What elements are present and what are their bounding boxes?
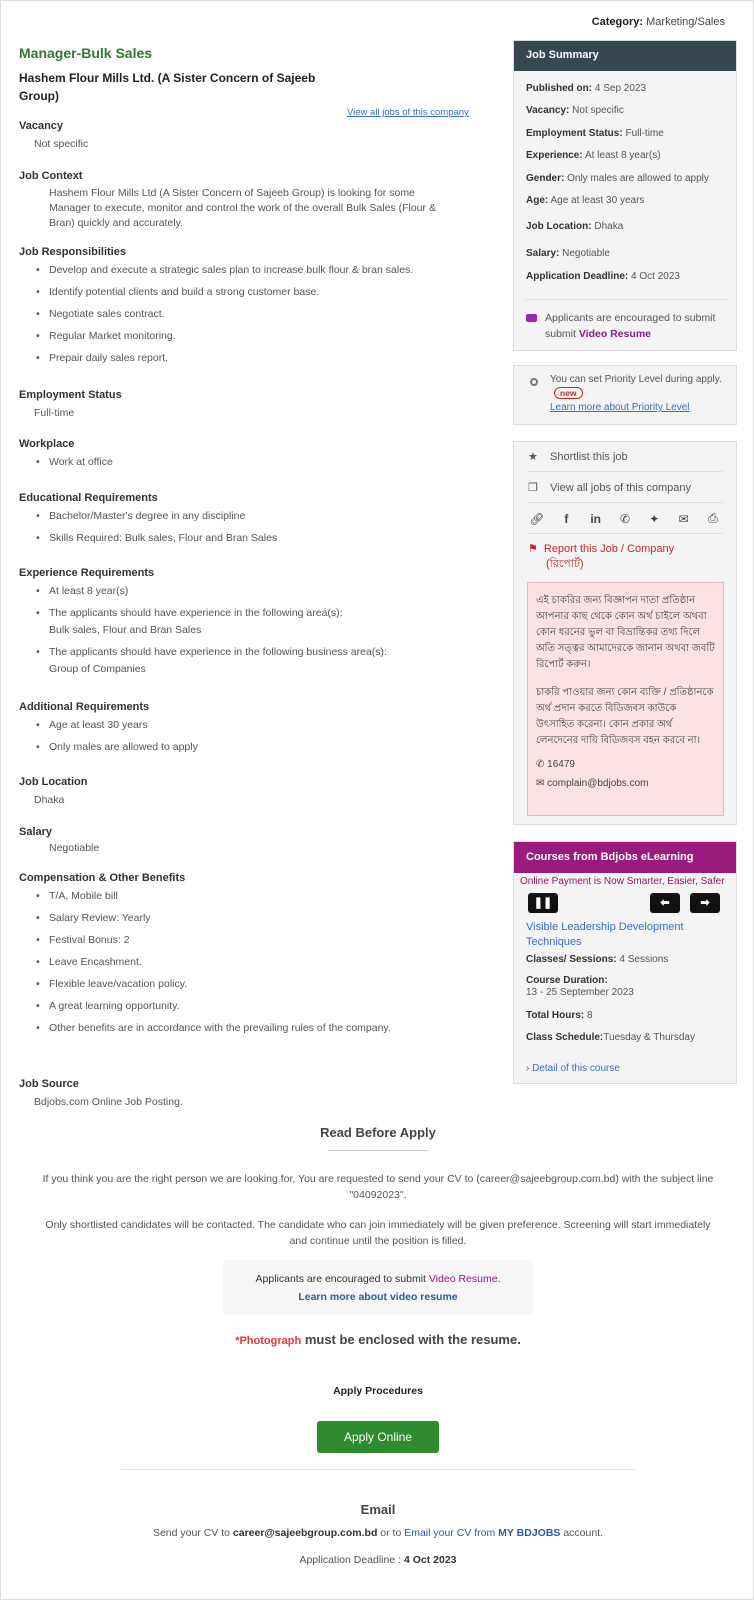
experience-area-value: Bulk sales, Flour and Bran Sales xyxy=(49,624,202,636)
summary-label: Application Deadline: xyxy=(526,271,629,282)
divider xyxy=(328,1150,428,1151)
vacancy-value: Not specific xyxy=(34,138,89,150)
employment-value: Full-time xyxy=(34,407,75,419)
course-duration xyxy=(526,975,634,999)
summary-value: 4 Oct 2023 xyxy=(631,271,680,282)
priority-panel xyxy=(513,365,737,425)
course-hours xyxy=(526,1010,593,1021)
duration-value: 13 - 25 September 2023 xyxy=(526,987,634,998)
responsibilities-heading: Job Responsibilities xyxy=(19,246,126,258)
email-title: Email xyxy=(360,1502,396,1517)
list-item: • Prepair daily sales report. xyxy=(19,351,479,366)
duration-label: Course Duration: xyxy=(526,975,608,986)
account-text: account. xyxy=(563,1527,604,1539)
prev-arrow-button[interactable]: ⬅ xyxy=(650,893,680,913)
warning-paragraph: এই চাকরির জন্য বিজ্ঞাপন দাতা প্রতিষ্ঠান আপনার কাছ থেকে কোন অর্থ চাইলে অথবা কোন ধরনের ভুল বা বিভ্রান্তিকর তথ্য দিলে অতি সত্ত্বর আমাদেরকে জানান অথবা জবটি রিপোর্ট করুন। xyxy=(536,595,715,670)
summary-value: 4 Sep 2023 xyxy=(594,83,647,94)
job-title: Manager-Bulk Sales xyxy=(19,45,153,61)
salary-heading: Salary xyxy=(19,826,53,838)
courses-header: Courses from Bdjobs eLearning xyxy=(514,842,736,873)
list-item: • Develop and execute a strategic sales plan to increase bulk flour & bran sales. xyxy=(19,263,479,278)
list-item: • Flexible leave/vacation policy. xyxy=(19,977,479,992)
location-value: Dhaka xyxy=(34,794,65,806)
mail-icon: ✉ xyxy=(536,778,545,789)
detail-label: Detail of this course xyxy=(532,1063,620,1074)
source-value: Bdjobs.com Online Job Posting. xyxy=(34,1096,183,1108)
job-details xyxy=(19,45,481,1108)
list-item: • T/A, Mobile bill xyxy=(19,889,479,904)
additional-list xyxy=(19,718,479,755)
location-pin-icon xyxy=(530,378,538,386)
video-resume-link[interactable]: Video Resume xyxy=(578,328,652,340)
experience-list xyxy=(19,584,479,677)
summary-label: Job Location: xyxy=(526,221,592,232)
classes-label: Classes/ Sessions: xyxy=(526,954,617,965)
mybdjobs-link[interactable]: MY BDJOBS xyxy=(498,1527,561,1539)
list-item: • Other benefits are in accordance with the prevailing rules of the company. xyxy=(19,1021,479,1036)
whatsapp-icon[interactable]: ✆ xyxy=(619,511,631,526)
workplace-heading: Workplace xyxy=(19,438,75,450)
additional-heading: Additional Requirements xyxy=(19,701,150,713)
phone-number: 16479 xyxy=(547,759,575,770)
email-cv-link[interactable]: Email your CV from xyxy=(404,1527,496,1539)
hours-value: 8 xyxy=(586,1010,593,1021)
list-item: • Regular Market monitoring. xyxy=(19,329,479,344)
employment-heading: Employment Status xyxy=(19,389,122,401)
summary-row xyxy=(526,195,644,206)
experience-heading: Experience Requirements xyxy=(19,567,155,579)
benefits-section xyxy=(19,872,479,1043)
view-all-jobs-link[interactable]: View all jobs of this company xyxy=(347,107,469,118)
chevron-right-icon: › xyxy=(526,1063,530,1074)
summary-row xyxy=(526,271,680,282)
experience-business-value: Group of Companies xyxy=(49,663,146,675)
context-section xyxy=(19,170,459,231)
fraud-warning-box xyxy=(527,582,724,816)
video-resume-note: Applicants are encouraged to submit submit Video Resume xyxy=(526,299,728,342)
next-arrow-button[interactable]: ➡ xyxy=(690,893,720,913)
context-heading: Job Context xyxy=(19,170,83,182)
deadline-value: 4 Oct 2023 xyxy=(403,1554,457,1566)
context-text: Hashem Flour Mills Ltd (A Sister Concern of Sajeeb Group) is looking for some Manager to execute, monitor and control the work of the overall Bulk Sales (Flour & Bran) quickly and accurately. xyxy=(49,187,436,229)
photograph-required: *Photograph xyxy=(235,1335,302,1347)
linkedin-icon[interactable]: in xyxy=(590,511,601,526)
complaint-email-address[interactable]: complain@bdjobs.com xyxy=(547,778,649,789)
summary-value: Full-time xyxy=(625,128,664,139)
workplace-section xyxy=(19,438,479,477)
classes-value: 4 Sessions xyxy=(619,954,669,965)
report-job-link[interactable] xyxy=(528,542,674,572)
job-actions-panel xyxy=(513,441,737,825)
email-icon[interactable]: ✉ xyxy=(678,511,689,526)
list-item: • Salary Review: Yearly xyxy=(19,911,479,926)
document-icon: ❐ xyxy=(528,482,538,494)
summary-label: Salary: xyxy=(526,248,560,259)
vacancy-heading: Vacancy xyxy=(19,120,64,132)
job-summary-header: Job Summary xyxy=(514,41,736,71)
summary-label: Vacancy: xyxy=(526,105,570,116)
summary-value: Negotiable xyxy=(562,248,610,259)
summary-label: Published on: xyxy=(526,83,593,94)
video-note-text: Applicants are encouraged to submit xyxy=(545,312,716,324)
or-to: or to xyxy=(380,1527,402,1539)
course-schedule xyxy=(526,1032,695,1043)
photograph-text: must be enclosed with the resume. xyxy=(304,1332,521,1347)
summary-row xyxy=(526,221,623,232)
hours-label: Total Hours: xyxy=(526,1010,585,1021)
location-heading: Job Location xyxy=(19,776,88,788)
facebook-icon[interactable]: f xyxy=(564,511,569,526)
summary-value: Age at least 30 years xyxy=(550,195,645,206)
phone-icon: ✆ xyxy=(536,759,545,770)
list-item: • Skills Required: Bulk sales, Flour and Bran Sales xyxy=(19,531,479,546)
summary-row xyxy=(526,248,610,259)
video-learn-more-link[interactable]: Learn more about video resume xyxy=(298,1291,458,1303)
report-label-bn: (রিপোর্ট) xyxy=(546,558,584,570)
education-list xyxy=(19,509,479,546)
company-name: Hashem Flour Mills Ltd. (A Sister Concern of Sajeeb Group) xyxy=(19,71,316,103)
summary-label: Age: xyxy=(526,195,549,206)
summary-value: At least 8 year(s) xyxy=(584,150,661,161)
priority-learn-more-link[interactable]: Learn more about Priority Level xyxy=(550,402,690,413)
video-camera-icon xyxy=(526,314,537,322)
vacancy-section xyxy=(19,120,88,152)
course-title-link[interactable]: Visible Leadership Development Techniques xyxy=(526,921,684,948)
summary-label: Experience: xyxy=(526,150,583,161)
read-before-apply-title: Read Before Apply xyxy=(320,1125,436,1140)
course-detail-link[interactable] xyxy=(526,1063,620,1074)
education-section xyxy=(19,492,479,553)
category-value: Marketing/Sales xyxy=(646,16,725,28)
share-bar xyxy=(528,504,722,534)
summary-value: Only males are allowed to apply xyxy=(567,173,709,184)
star-icon: ★ xyxy=(528,451,538,463)
new-badge: new xyxy=(554,387,583,399)
list-item: • Work at office xyxy=(19,455,479,470)
flag-icon: ⚑ xyxy=(528,543,538,555)
summary-value: Not specific xyxy=(572,105,624,116)
salary-value: Negotiable xyxy=(49,842,100,854)
photograph-note xyxy=(1,1332,754,1347)
application-deadline xyxy=(1,1554,754,1566)
list-item: • Leave Encashment. xyxy=(19,955,479,970)
summary-row xyxy=(526,173,709,184)
responsibilities-list xyxy=(19,263,479,366)
list-item: • Identify potential clients and build a strong customer base. xyxy=(19,285,479,300)
course-classes xyxy=(526,954,668,965)
list-item: • At least 8 year(s) xyxy=(19,584,479,599)
list-item: • The applicants should have experience in the following business area(s): xyxy=(19,645,479,660)
additional-section xyxy=(19,701,479,762)
salary-section xyxy=(19,826,99,856)
send-prefix: Send your CV to xyxy=(152,1527,230,1539)
source-heading: Job Source xyxy=(19,1078,79,1090)
deadline-label: Application Deadline : xyxy=(299,1554,402,1566)
complaint-phone xyxy=(536,757,715,773)
print-icon[interactable]: ⎙ xyxy=(708,511,718,525)
list-item: • The applicants should have experience in the following area(s): xyxy=(19,606,479,621)
twitter-icon[interactable]: ✦ xyxy=(649,511,660,526)
view-all-jobs-button[interactable] xyxy=(528,473,722,503)
shortlist-label: Shortlist this job xyxy=(550,451,628,463)
link-icon[interactable]: 🔗︎ xyxy=(529,511,545,526)
experience-section xyxy=(19,567,479,677)
video-resume-link[interactable]: Video Resume. xyxy=(428,1273,501,1285)
benefits-list xyxy=(19,889,479,1036)
apply-procedures-title: Apply Procedures xyxy=(333,1385,423,1397)
career-email[interactable]: career@sajeebgroup.com.bd xyxy=(232,1527,378,1539)
summary-row xyxy=(526,128,664,139)
list-item: • Festival Bonus: 2 xyxy=(19,933,479,948)
list-item: • Age at least 30 years xyxy=(19,718,479,733)
divider xyxy=(121,1469,635,1470)
benefits-heading: Compensation & Other Benefits xyxy=(19,872,186,884)
education-heading: Educational Requirements xyxy=(19,492,158,504)
warning-paragraph: চাকরি পাওয়ার জন্য কোন ব্যক্তি / প্রতিষ্ঠানকে অর্থ প্রদান করতে বিডিজবস কাউকে উৎসাহিত করেনা। কোন প্রকার অর্থ লেনদেনের দায়ি বিডিজবস বহন করবে না। xyxy=(536,687,714,746)
read-before-paragraph: If you think you are the right person we are looking for, You are requested to send your CV to (career@sajeebgroup.com.bd) with the subject line "04092023". xyxy=(42,1173,714,1201)
workplace-list xyxy=(19,455,479,470)
summary-row xyxy=(526,83,646,94)
summary-row xyxy=(526,150,661,161)
schedule-label: Class Schedule: xyxy=(526,1032,604,1043)
responsibilities-section xyxy=(19,246,479,373)
list-item: • Only males are allowed to apply xyxy=(19,740,479,755)
summary-row xyxy=(526,105,624,116)
employment-section xyxy=(19,389,122,421)
summary-label: Gender: xyxy=(526,173,565,184)
priority-text xyxy=(550,373,730,415)
list-item: • Bachelor/Master's degree in any discipline xyxy=(19,509,479,524)
pause-button[interactable]: ❚❚ xyxy=(528,893,558,913)
read-before-paragraph: Only shortlisted candidates will be contacted. The candidate who can join immediately will be given preference. Screening will start immediately and continue until the position is filled. xyxy=(45,1219,711,1247)
shortlist-button[interactable] xyxy=(528,442,722,472)
report-label: Report this Job / Company xyxy=(543,543,675,555)
source-section xyxy=(19,1078,183,1110)
video-box-text: Applicants are encouraged to submit xyxy=(255,1273,426,1285)
location-section xyxy=(19,776,87,808)
video-resume-box xyxy=(223,1260,533,1315)
courses-tagline: Online Payment is Now Smarter, Easier, Safer xyxy=(520,876,725,887)
summary-label: Employment Status: xyxy=(526,128,623,139)
priority-message: You can set Priority Level during apply. xyxy=(550,374,722,385)
apply-online-button[interactable]: Apply Online xyxy=(317,1421,439,1453)
category-label: Category: xyxy=(591,16,644,28)
email-instructions xyxy=(1,1527,754,1539)
complaint-email xyxy=(536,776,715,792)
category xyxy=(592,16,725,28)
view-all-label: View all jobs of this company xyxy=(550,482,692,494)
summary-value: Dhaka xyxy=(594,221,624,232)
courses-panel xyxy=(513,841,737,1084)
list-item: • Negotiate sales contract. xyxy=(19,307,479,322)
schedule-value: Tuesday & Thursday xyxy=(603,1032,695,1043)
list-item: • A great learning opportunity. xyxy=(19,999,479,1014)
job-summary-panel xyxy=(513,40,737,351)
